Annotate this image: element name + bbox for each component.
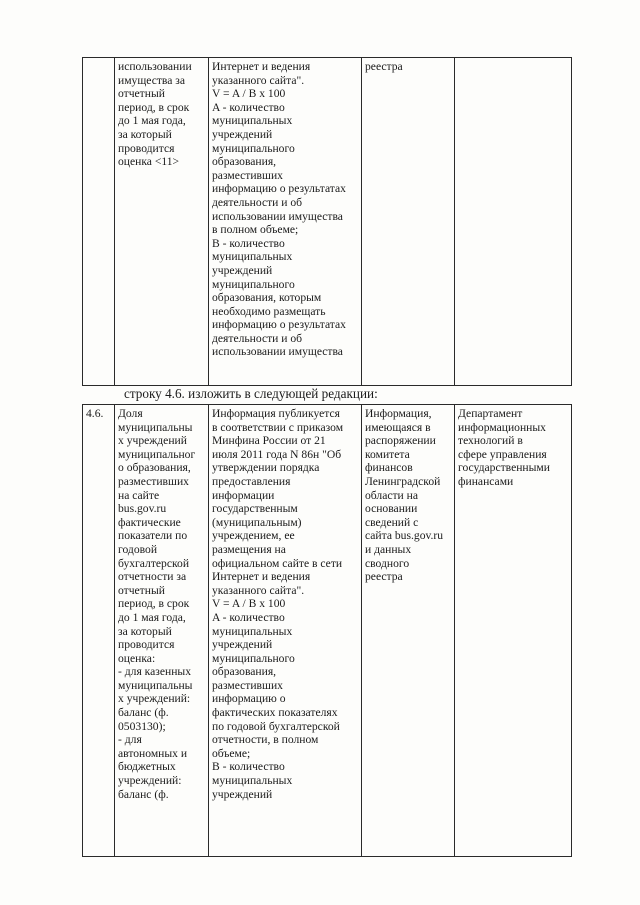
row-number-cell xyxy=(83,405,115,857)
indicator-cell xyxy=(115,405,209,857)
responsible-text: Департамент информационных технологий в сфере управления государственными финансами xyxy=(458,407,550,488)
table-row xyxy=(83,405,572,857)
method-text: Интернет и ведения указанного сайта". V = A / B x 100 A - количество муниципальных учреждений муниципального образования, разместивших информацию о результатах деятельности и об использовании имущества в полном объеме; B - количество муниципальных учреждений муниципального образования, которым необходимо размещать информацию о результатах деятельности и об использовании имущества xyxy=(212,60,346,359)
method-text: Информация публикуется в соответствии с приказом Минфина России от 21 июля 2011 года N 86н "Об утверждении порядка предоставления информации государственным (муниципальным) учреждением, ее размещения на официальном сайте в сети Интернет и ведения указанного сайта". V = A / B x 100 A - количество муниципальных учреждений муниципального образования, разместивших информацию о фактических показателях по годовой бухгалтерской отчетности, в полном объеме; B - количество муниципальных учреждений xyxy=(212,407,344,801)
source-text: Информация, имеющаяся в распоряжении комитета финансов Ленинградской области на основании сведений с сайта bus.gov.ru и данных сводного реестра xyxy=(365,407,444,584)
row-number: 4.6. xyxy=(86,407,104,420)
amendment-intro: строку 4.6. изложить в следующей редакции: xyxy=(124,386,378,401)
indicator-text: использовании имущества за отчетный период, в срок до 1 мая года, за который проводится оценка <11> xyxy=(118,60,192,169)
source-cell xyxy=(362,58,455,386)
responsible-cell xyxy=(455,58,572,386)
indicator-cell xyxy=(115,58,209,386)
method-cell xyxy=(209,58,362,386)
indicator-table-continued xyxy=(82,57,572,386)
indicator-text: Доля муниципальны х учреждений муниципальног о образования, разместивших на сайте bus.gov.ru фактические показатели по годовой бухгалтерской отчетности за отчетный период, в срок до 1 мая года, за который проводится оценка: - для казенных муниципальны х учреждений: баланс (ф. 0503130); - для автономных и бюджетных учреждений: баланс (ф. xyxy=(118,407,196,801)
source-text: реестра xyxy=(365,60,403,73)
method-cell xyxy=(209,405,362,857)
responsible-cell xyxy=(455,405,572,857)
row-number-cell xyxy=(83,58,115,386)
indicator-table-new xyxy=(82,404,572,857)
source-cell xyxy=(362,405,455,857)
table-row xyxy=(83,58,572,386)
